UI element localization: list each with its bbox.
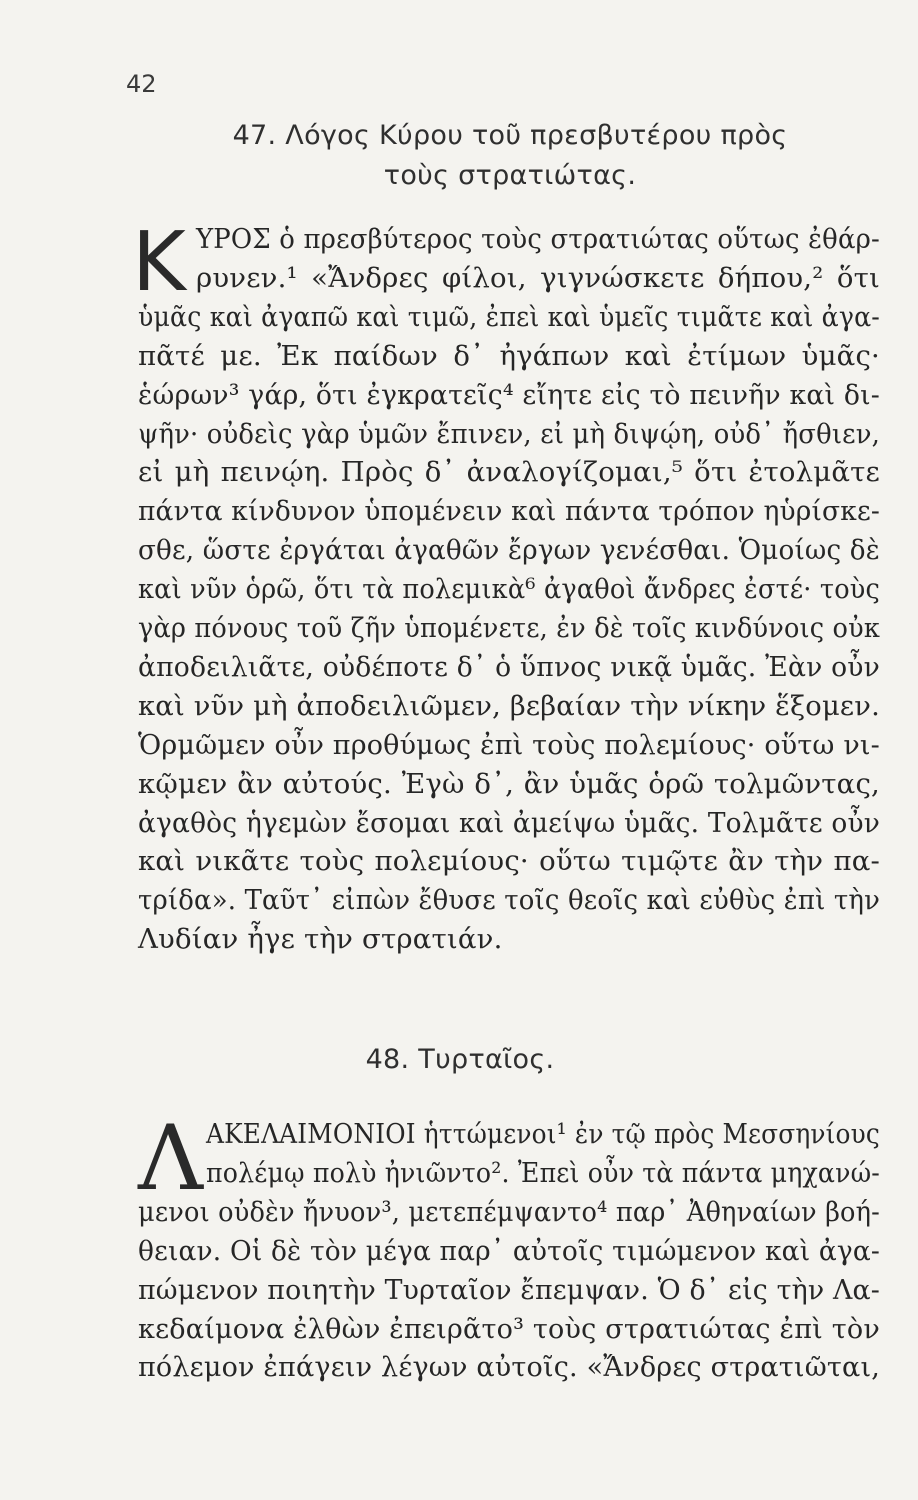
section47-line-18: τρίδα». Ταῦτ᾿ εἰπὼν ἔθυσε τοῖς θεοῖς καὶ εὐθὺς ἐπὶ τὴν bbox=[138, 884, 880, 917]
section47-line-4: πᾶτέ με. Ἐκ παίδων δ᾿ ἠγάπων καὶ ἐτίμων ὑμᾶς· bbox=[138, 339, 880, 372]
section-48-dropcap: Λ bbox=[138, 1106, 203, 1211]
section48-line-5: πώμενον ποιητὴν Τυρταῖον ἔπεμψαν. Ὁ δ᾿ εἰς τὴν Λα- bbox=[138, 1273, 880, 1306]
section47-line-14: Ὁρμῶμεν οὖν προθύμως ἐπὶ τοὺς πολεμίους· οὕτω νι- bbox=[138, 728, 880, 761]
section-47-title-line-1: 47. Λόγος Κύρου τοῦ πρεσβυτέρου πρὸς bbox=[232, 120, 788, 151]
section48-line-3: μενοι οὐδὲν ἤνυον³, μετεπέμψαντο⁴ παρ᾿ Ἀθηναίων βοή- bbox=[138, 1195, 880, 1228]
section47-line-15: κῷμεν ἂν αὐτούς. Ἐγὼ δ᾿, ἂν ὑμᾶς ὁρῶ τολμῶντας, bbox=[138, 767, 880, 800]
section-47-dropcap: Κ bbox=[132, 215, 186, 310]
section-47-title-line-2: τοὺς στρατιώτας. bbox=[383, 160, 637, 191]
section-47-title bbox=[200, 116, 820, 196]
section47-line-6: ψῆν· οὐδεὶς γὰρ ὑμῶν ἔπινεν, εἰ μὴ διψῴη, οὐδ᾿ ἤσθιεν, bbox=[138, 417, 880, 450]
section48-line-7: πόλεμον ἐπάγειν λέγων αὐτοῖς. «Ἄνδρες στρατιῶται, bbox=[138, 1351, 880, 1384]
section47-line-7: εἰ μὴ πεινῴη. Πρὸς δ᾿ ἀναλογίζομαι,⁵ ὅτι ἐτολμᾶτε bbox=[138, 456, 880, 489]
section47-line-8: πάντα κίνδυνον ὑπομένειν καὶ πάντα τρόπον ηὑρίσκε- bbox=[138, 495, 880, 528]
section47-line-12: ἀποδειλιᾶτε, οὐδέποτε δ᾿ ὁ ὕπνος νικᾷ ὑμᾶς. Ἐὰν οὖν bbox=[138, 650, 880, 683]
section47-line-17: καὶ νικᾶτε τοὺς πολεμίους· οὕτω τιμῷτε ἂν τὴν πα- bbox=[138, 845, 880, 878]
section48-line-1: ΑΚΕΛΑΙΜΟΝΙΟΙ ἡττώμενοι¹ ἐν τῷ πρὸς Μεσσηνίους bbox=[206, 1118, 880, 1150]
section47-line-9: σθε, ὥστε ἐργάται ἀγαθῶν ἔργων γενέσθαι. Ὁμοίως δὲ bbox=[138, 534, 880, 567]
section48-line-6: κεδαίμονα ἐλθὼν ἐπειρᾶτο³ τοὺς στρατιώτας ἐπὶ τὸν bbox=[138, 1312, 880, 1345]
section48-line-2: πολέμῳ πολὺ ἠνιῶντο². Ἐπεὶ οὖν τὰ πάντα μηχανώ- bbox=[206, 1156, 880, 1189]
section47-line-2: ρυνεν.¹ «Ἄνδρες φίλοι, γιγνώσκετε δήπου,² ὅτι bbox=[196, 261, 880, 294]
section47-line-10: καὶ νῦν ὁρῶ, ὅτι τὰ πολεμικὰ⁶ ἀγαθοὶ ἄνδρες ἐστέ· τοὺς bbox=[138, 573, 880, 606]
section47-line-19: Λυδίαν ἦγε τὴν στρατιάν. bbox=[138, 923, 503, 956]
section47-line-1: ΥΡΟΣ ὁ πρεσβύτερος τοὺς στρατιώτας οὕτως ἐθάρ- bbox=[196, 223, 880, 255]
section47-line-13: καὶ νῦν μὴ ἀποδειλιῶμεν, βεβαίαν τὴν νίκην ἕξομεν. bbox=[138, 689, 880, 722]
section47-line-16: ἀγαθὸς ἡγεμὼν ἔσομαι καὶ ἀμείψω ὑμᾶς. Τολμᾶτε οὖν bbox=[138, 806, 880, 839]
section48-line-4: θειαν. Οἱ δὲ τὸν μέγα παρ᾿ αὐτοῖς τιμώμενον καὶ ἀγα- bbox=[138, 1234, 880, 1267]
section-48-title: 48. Τυρταῖος. bbox=[365, 1044, 555, 1075]
section47-line-5: ἑώρων³ γάρ, ὅτι ἐγκρατεῖς⁴ εἴητε εἰς τὸ πεινῆν καὶ δι- bbox=[138, 378, 880, 411]
section47-line-3: ὑμᾶς καὶ ἀγαπῶ καὶ τιμῶ, ἐπεὶ καὶ ὑμεῖς τιμᾶτε καὶ ἀγα- bbox=[138, 300, 880, 333]
page-number: 42 bbox=[126, 70, 157, 98]
section47-line-11: γὰρ πόνους τοῦ ζῆν ὑπομένετε, ἐν δὲ τοῖς κινδύνοις οὐκ bbox=[138, 612, 880, 644]
